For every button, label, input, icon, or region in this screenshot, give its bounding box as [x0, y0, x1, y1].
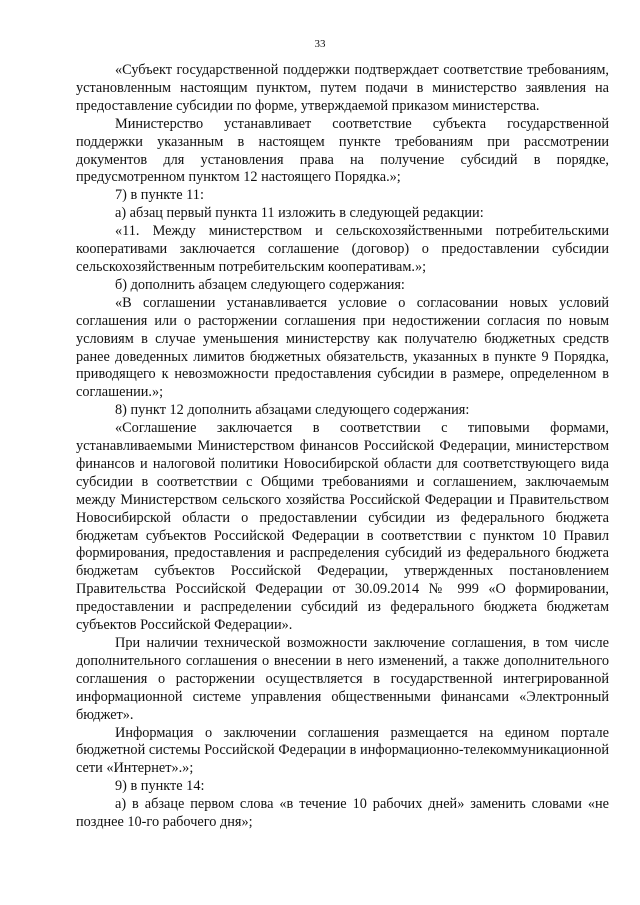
paragraph: а) в абзаце первом слова «в течение 10 рабочих дней» заменить словами «не позднее 10-го рабочего дня»;	[76, 796, 609, 831]
paragraph: «11. Между министерством и сельскохозяйственными потребительскими кооперативами заключается соглашение (договор) о предоставлении субсидии сельскохозяйственным потребительским кооперативам.»;	[76, 223, 609, 275]
paragraph: «Соглашение заключается в соответствии с типовыми формами, устанавливаемыми Министерством финансов Российской Федерации, министерством финансов и налоговой политики Новосибирской области для соответствующего вида субсидии в соответствии с Общими требованиями и соглашением, заключаемым между Министерством сельского хозяйства Российской Федерации и Правительством Новосибирской области о предоставлении субсидии из федерального бюджета бюджетам субъектов Российской Федерации в соответствии с пунктом 10 Правил формирования, предоставления и распределения субсидий из федерального бюджета бюджетам субъектов Российской Федерации, утвержденных постановлением Правительства Российской Федерации от 30.09.2014 № 999 «О формировании, предоставлении и распределении субсидий из федерального бюджета бюджетам субъектов Российской Федерации».	[76, 420, 609, 634]
paragraph: Информация о заключении соглашения размещается на едином портале бюджетной системы Российской Федерации в информационно-телекоммуникационной сети «Интернет».»;	[76, 724, 609, 777]
paragraph: 9) в пункте 14:	[115, 778, 205, 795]
paragraph: «В соглашении устанавливается условие о согласовании новых условий соглашения или о расторжении соглашения при недостижении согласия по новым условиям в случае уменьшения министерству как получателю бюджетных средств ранее доведенных лимитов бюджетных обязательств, указанных в пункте 9 Порядка, приводящего к невозможности предоставления субсидии в размере, определенном в соглашении.»;	[76, 294, 609, 401]
paragraph: 8) пункт 12 дополнить абзацами следующего содержания:	[115, 402, 470, 419]
paragraph: При наличии технической возможности заключение соглашения, в том числе дополнительного соглашения о внесении в него изменений, а также дополнительного соглашения о расторжении осуществляется в государственной интегрированной информационной системе управления общественными финансами «Электронный бюджет».	[76, 635, 609, 723]
document-body	[76, 62, 609, 832]
page-number: 33	[314, 38, 326, 50]
paragraph: а) абзац первый пункта 11 изложить в следующей редакции:	[115, 205, 484, 222]
paragraph: Министерство устанавливает соответствие субъекта государственной поддержки указанным в настоящем пункте требованиям при рассмотрении документов для установления права на получение субсидий в порядке, предусмотренном пунктом 12 настоящего Порядка.»;	[76, 115, 609, 186]
paragraph: 7) в пункте 11:	[115, 187, 204, 204]
paragraph: б) дополнить абзацем следующего содержания:	[115, 276, 405, 293]
paragraph: «Субъект государственной поддержки подтверждает соответствие требованиям, установленным настоящим пунктом, путем подачи в министерство заявления на предоставление субсидии по форме, утверждаемой приказом министерства.	[76, 62, 609, 114]
